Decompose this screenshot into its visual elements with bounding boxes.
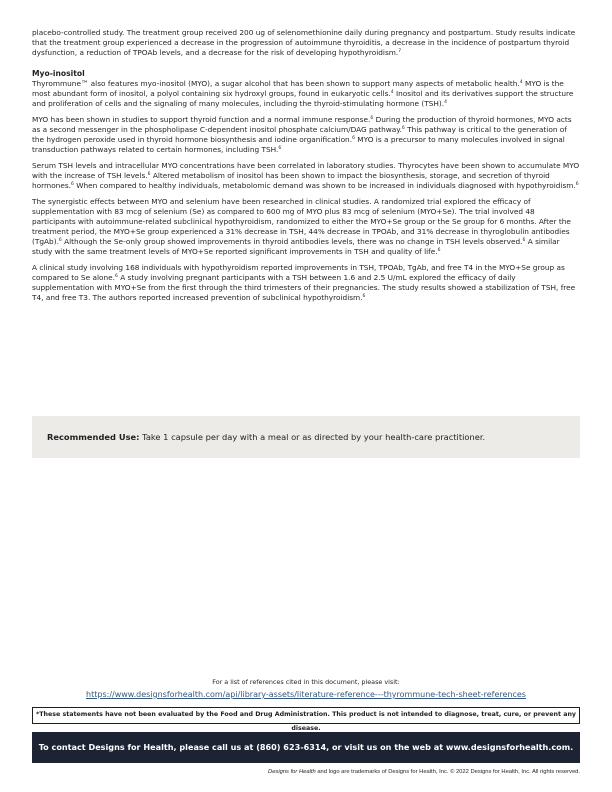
recommended-use-text: Take 1 capsule per day with a meal or as directed by your health-care practitioner. bbox=[139, 432, 486, 442]
references-note: For a list of references cited in this document, please visit: bbox=[212, 678, 400, 686]
main-content bbox=[32, 28, 580, 309]
contact-banner: To contact Designs for Health, please call us at (860) 623-6314, or visit us on the web at www.designsforhealth.com. bbox=[32, 732, 580, 763]
paragraph-clinical-study: A clinical study involving 168 individuals with hypothyroidism reported improvements in TSH, TPOAb, TgAb, and free T4 in the MYO+Se group as compared to Se alone.$^6$ A study involving pregnant participants with a TSH between 1.6 and 2.5 U/mL explored the efficacy of daily supplementation with MYO+Se from the first through the third trimesters of their pregnancies. The study results showed a stabilization of TSH, free T4, and free T3. The authors reported increased prevention of subclinical hypothyroidism.$^6$ bbox=[32, 263, 576, 302]
fda-disclaimer: *These statements have not been evaluated by the Food and Drug Administration. This product is not intended to diagnose, treat, cure, or prevent any disease. bbox=[32, 707, 580, 724]
paragraph-myo-intro: Thyrommune™ also features myo-inositol (MYO), a sugar alcohol that has been shown to support many aspects of metabolic health.$^4$ MYO is the most abundant form of inositol, a polyol containing six hydroxyl groups, found in eukaryotic cells.$^4$ Inositol and its derivatives support the structure and proliferation of cells and the signaling of many molecules, including the thyroid-stimulating hormone (TSH).$^4$ bbox=[32, 79, 574, 108]
paragraph-myo-thyroid-function: MYO has been shown in studies to support thyroid function and a normal immune response.$^6$ During the production of thyroid hormones, MYO acts as a second messenger in the phospholipase C-dependent inositol phosphate calcium/DAG pathway.$^6$ This pathway is critical to the generation of the hydrogen peroxide used in thyroid hormone biosynthesis and iodine organification.$^6$ MYO is a precursor to many molecules involved in signal transduction pathways related to certain hormones, including TSH.$^6$ bbox=[32, 115, 572, 154]
section-heading-myo-inositol: Myo-inositol bbox=[32, 69, 85, 78]
trademark-notice: Designs for Health and logo are trademarks of Designs for Health, Inc. © 2022 Designs for Health, Inc. All rights reserved. bbox=[268, 769, 580, 775]
paragraph-tsh-myo-correlation: Serum TSH levels and intracellular MYO concentrations have been correlated in laboratory studies. Thyrocytes have been shown to accumulate MYO with the increase of TSH levels.$^6$ Altered metabolism of inositol has been shown to impact the biosynthesis, storage, and secretion of thyroid hormones.$^6$ When compared to healthy individuals, metabolomic demand was shown to be increased in individuals diagnosed with hypothyroidism.$^6$ bbox=[32, 161, 580, 190]
recommended-use-box bbox=[32, 416, 580, 458]
recommended-use-label: Recommended Use: bbox=[47, 432, 140, 442]
paragraph-selenium-study: placebo-controlled study. The treatment group received 200 ug of selenomethionine daily during pregnancy and postpartum. Study results indicate that the treatment group experienced a decrease in the progression of autoimmune thyroiditis, a decrease in the incidence of postpartum thyroid dysfunction, a reduction of TPOAb levels, and a decrease for the risk of developing hypothyroidism.$^7$ bbox=[32, 28, 576, 57]
references-link[interactable]: https://www.designsforhealth.com/api/library-assets/literature-reference---thyrommune-tech-sheet-references bbox=[86, 690, 526, 699]
trademark-brand: Designs for Health bbox=[268, 769, 316, 775]
paragraph-myo-selenium-synergy: The synergistic effects between MYO and selenium have been researched in clinical studies. A randomized trial explored the efficacy of supplementation with 83 mcg of selenium (Se) as compared to 600 mg of MYO plus 83 mcg of selenium (MYO+Se). The trial involved 48 participants with autoimmune-related subclinical hypothyroidism, randomized to either the MYO+Se group or the Se group for 6 months. After the treatment period, the MYO+Se group experienced a 31% decrease in TSH, 44% decrease in TPOAb, and 31% decrease in thyroglobulin antibodies (TgAb).$^6$ Although the Se-only group showed improvements in thyroid antibodies levels, there was no change in TSH levels observed.$^6$ A similar study with the same treatment levels of MYO+Se reported significant improvements in TSH and quality of life.$^6$ bbox=[32, 197, 571, 256]
